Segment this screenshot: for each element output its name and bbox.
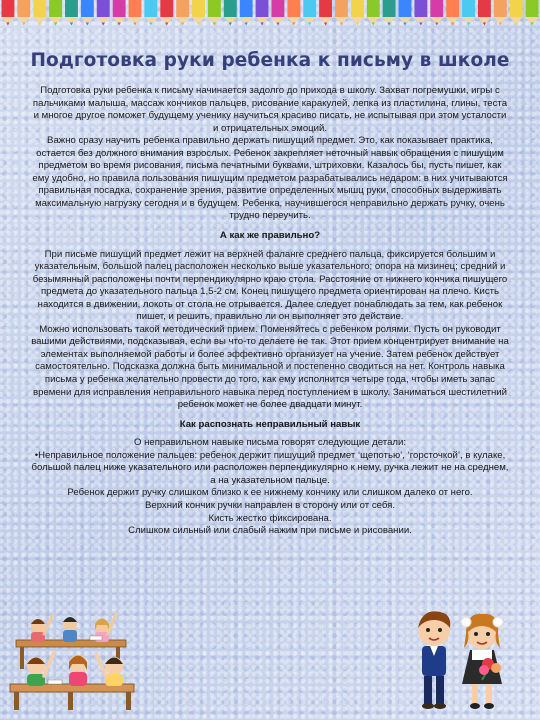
pencil-lead: [292, 23, 295, 26]
pencil-lead: [451, 23, 454, 26]
pencil-lead: [213, 23, 216, 26]
pencil-lead: [499, 23, 502, 26]
pencil-body: [446, 0, 459, 17]
pencil-body: [351, 0, 364, 17]
pencil-lead: [388, 23, 391, 26]
pencil-lead: [6, 23, 9, 26]
pencil-body: [65, 0, 78, 17]
pencil-lead: [229, 23, 232, 26]
pencil-lead: [419, 23, 422, 26]
pencil-lead: [118, 23, 121, 26]
pencil-lead: [245, 23, 248, 26]
pencil-body: [2, 0, 15, 17]
paragraph: Подготовка руки ребенка к письму начинается задолго до прихода в школу. Захват погремушки, игры с пальчиками малыша, массаж кончиков пальцев, рисование каракулей, лепка из пластилина, глины, теста и многое другое поможет будущему ученику научиться красиво писать, не испытывая при этом усталости и отрицательных эмоций.: [32, 85, 508, 134]
pencil-lead: [372, 23, 375, 26]
pencil-lead: [340, 23, 343, 26]
page-title: Подготовка руки ребенка к письму в школе: [30, 50, 510, 71]
pencil-lead: [260, 23, 263, 26]
paragraph: Слишком сильный или слабый нажим при письме и рисовании.: [128, 525, 412, 537]
pencil-body: [367, 0, 380, 17]
pencil-body: [319, 0, 332, 17]
pencil-body: [33, 0, 46, 17]
pencil-body: [113, 0, 126, 17]
pencil-body: [462, 0, 475, 17]
paragraph: Ребенок держит ручку слишком близко к ее нижнему кончику или слишком далеко от него.: [67, 487, 473, 499]
pencil-lead: [86, 23, 89, 26]
pencil-lead: [197, 23, 200, 26]
pencil-body: [224, 0, 237, 17]
pencil-body: [144, 0, 157, 17]
pencil-lead: [149, 23, 152, 26]
article-body: [30, 85, 510, 538]
pencil-lead: [308, 23, 311, 26]
pencil-body: [240, 0, 253, 17]
pencil-lead: [515, 23, 518, 26]
pencil-lead: [70, 23, 73, 26]
pencil-body: [526, 0, 539, 17]
pencil-lead: [54, 23, 57, 26]
pencil-lead: [276, 23, 279, 26]
children-at-desks-illustration: [8, 600, 140, 712]
pencil-body: [430, 0, 443, 17]
pencil-body: [303, 0, 316, 17]
pencil-body: [97, 0, 110, 17]
pencil-body: [414, 0, 427, 17]
paragraph: Верхний кончик ручки направлен в сторону или от себя.: [144, 499, 396, 511]
pencil-body: [510, 0, 523, 17]
paragraph: Важно сразу научить ребенка правильно держать пишущий предмет. Это, как показывает практика, остается без должного внимания взрослых. Ребенок закрепляет неточный навык обращения с пишущим предметом во время рисования, письма печатными буквами, штриховки. Казалось бы, пусть пишет, как ему удобно, но правила пользования пишущим предметом разрабатывались недаром: в них учитываются правильная посадка, сохранение зрения, развитие определенных мышц руки, способных выдерживать максимальную нагрузку сегодня и в будущем. Ребенка, научившегося неправильно держать ручку, очень трудно переучить.: [32, 135, 508, 222]
pencil-body: [208, 0, 221, 17]
pencil-lead: [530, 23, 533, 26]
pencil-body: [335, 0, 348, 17]
pencil-lead: [133, 23, 136, 26]
section-heading: А как же правильно?: [219, 230, 321, 242]
pencil-lead: [403, 23, 406, 26]
paragraph: О неправильном навыке письма говорят следующие детали:: [133, 437, 407, 449]
paragraph: Кисть жестко фиксирована.: [208, 512, 332, 524]
pencil-lead: [324, 23, 327, 26]
pencil-body: [129, 0, 142, 17]
pencil-lead: [22, 23, 25, 26]
pencil-lead: [356, 23, 359, 26]
pencil-lead: [102, 23, 105, 26]
pencil-lead: [181, 23, 184, 26]
pencil-body: [49, 0, 62, 17]
pencil-lead: [38, 23, 41, 26]
pencil-body: [81, 0, 94, 17]
paragraph: •Неправильное положение пальцев: ребенок держит пишущий предмет ‘щепотью’, ‘горсточкой’, в кулаке, большой палец ниже указательного или расположен перпендикулярно к нему, ручка лежит не на среднем, а на указательном пальце.: [31, 449, 509, 486]
schoolchildren-with-flowers-illustration: [400, 600, 518, 714]
pencil-body: [256, 0, 269, 17]
pencil-body: [383, 0, 396, 17]
pencil-body: [494, 0, 507, 17]
pencil-body: [287, 0, 300, 17]
pencil-body: [399, 0, 412, 17]
section-heading: Как распознать неправильный навык: [179, 418, 361, 430]
pencil-lead: [467, 23, 470, 26]
pencil-lead: [165, 23, 168, 26]
paragraph: Можно использовать такой методический прием. Поменяйтесь с ребенком ролями. Пусть он руководит вашими действиями, подсказывая, если вы что-то делаете не так. Этот прием концентрирует внимание на элементах выполняемой работы и более эффективно организует на учение. Затем ребенок действует самостоятельно. Подсказка должна быть минимальной и постепенно сводиться на нет. Контроль навыка письма у ребенка желательно провести до того, как ему исполнится четыре года, чтобы иметь запас времени для исправления неправильного навыка перед поступлением в школу. Заниматься шестилетний ребенок может не более двадцати минут.: [31, 323, 509, 411]
pencil-body: [160, 0, 173, 17]
pencil-body: [272, 0, 285, 17]
paragraph: При письме пишущий предмет лежит на верхней фаланге среднего пальца, фиксируется большим и указательным, большой палец расположен несколько выше указательного; опора на мизинец; средний и безымянный расположены почти перпендикулярно краю стола. Расстояние от нижнего кончика пишущего предмета до указательного пальца 1,5-2 см. Конец пишущего предмета ориентирован на плечо. Кисть находится в движении, локоть от стола не отрывается. Далее следует понаблюдать за тем, как ребенок пишет, и решить, правильно ли он выполняет это действие.: [32, 248, 508, 323]
pencil-lead: [483, 23, 486, 26]
colored-pencils-border: [0, 0, 540, 26]
pencil-body: [192, 0, 205, 17]
pencil-body: [17, 0, 30, 17]
pencil-body: [176, 0, 189, 17]
pencil-body: [478, 0, 491, 17]
pencil-lead: [435, 23, 438, 26]
